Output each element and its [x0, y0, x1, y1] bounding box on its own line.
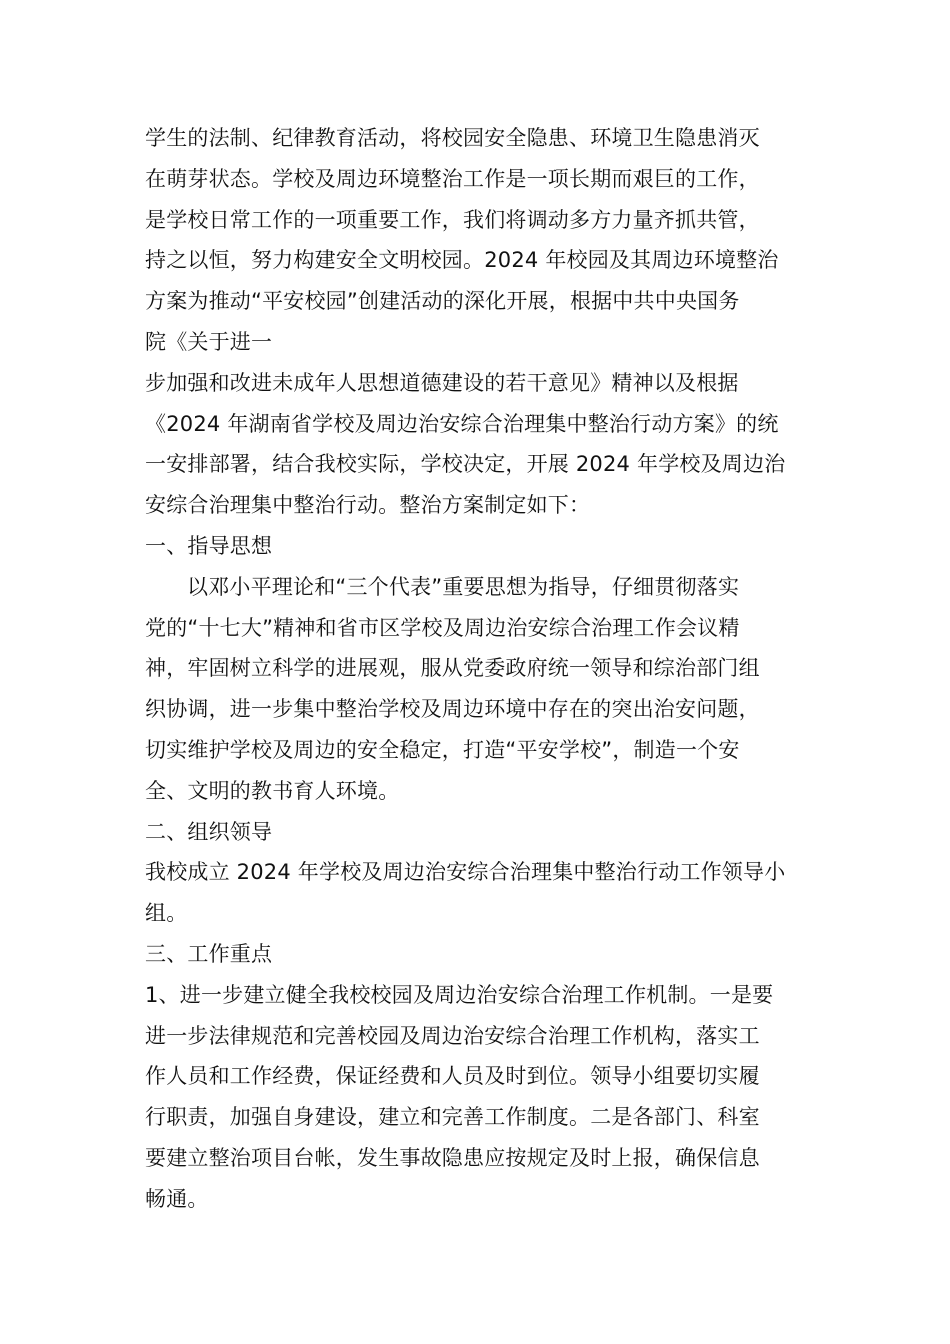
body-line: 织协调，进一步集中整治学校及周边环境中存在的突出治安问题，	[145, 697, 760, 722]
body-line: 行职责，加强自身建设，建立和完善工作制度。二是各部门、科室	[145, 1105, 760, 1130]
body-line: 步加强和改进未成年人思想道德建设的若干意见》精神以及根据	[145, 370, 739, 395]
body-line: 《2024 年湖南省学校及周边治安综合治理集中整治行动方案》的统	[145, 411, 779, 436]
body-line: 我校成立 2024 年学校及周边治安综合治理集中整治行动工作领导小	[145, 860, 786, 885]
body-line: 切实维护学校及周边的安全稳定，打造“平安学校”，制造一个安	[145, 737, 740, 762]
body-line: 一安排部署，结合我校实际，学校决定，开展 2024 年学校及周边治	[145, 452, 786, 477]
body-line: 学生的法制、纪律教育活动，将校园安全隐患、环境卫生隐患消灭	[145, 126, 760, 150]
body-line: 组。	[145, 901, 188, 926]
body-line: 方案为推动“平安校园”创建活动的深化开展，根据中共中央国务	[145, 289, 740, 314]
section-heading-work-focus: 三、工作重点	[145, 941, 273, 966]
body-line: 安综合治理集中整治行动。整治方案制定如下：	[145, 493, 591, 518]
body-line: 是学校日常工作的一项重要工作，我们将调动多方力量齐抓共管，	[145, 207, 760, 232]
body-line: 神，牢固树立科学的进展观，服从党委政府统一领导和综治部门组	[145, 656, 760, 681]
body-line: 全、文明的教书育人环境。	[145, 778, 400, 803]
body-line: 畅通。	[145, 1186, 209, 1211]
body-line: 党的“十七大”精神和省市区学校及周边治安综合治理工作会议精	[145, 615, 740, 640]
document-body	[145, 118, 815, 1220]
body-line: 持之以恒，努力构建安全文明校园。2024 年校园及其周边环境整治	[145, 248, 779, 273]
body-line: 1、进一步建立健全我校校园及周边治安综合治理工作机制。一是要	[145, 982, 774, 1007]
body-line: 以邓小平理论和“三个代表”重要思想为指导，仔细贯彻落实	[187, 574, 740, 599]
body-line: 院《关于进一	[145, 329, 273, 354]
body-line: 进一步法律规范和完善校园及周边治安综合治理工作机构，落实工	[145, 1023, 760, 1048]
section-heading-organization: 二、组织领导	[145, 819, 273, 844]
body-line: 要建立整治项目台帐，发生事故隐患应按规定及时上报，确保信息	[145, 1145, 760, 1170]
body-line: 在萌芽状态。学校及周边环境整治工作是一项长期而艰巨的工作，	[145, 166, 760, 191]
section-heading-guiding-thought: 一、指导思想	[145, 533, 273, 558]
body-line: 作人员和工作经费，保证经费和人员及时到位。领导小组要切实履	[145, 1064, 760, 1089]
